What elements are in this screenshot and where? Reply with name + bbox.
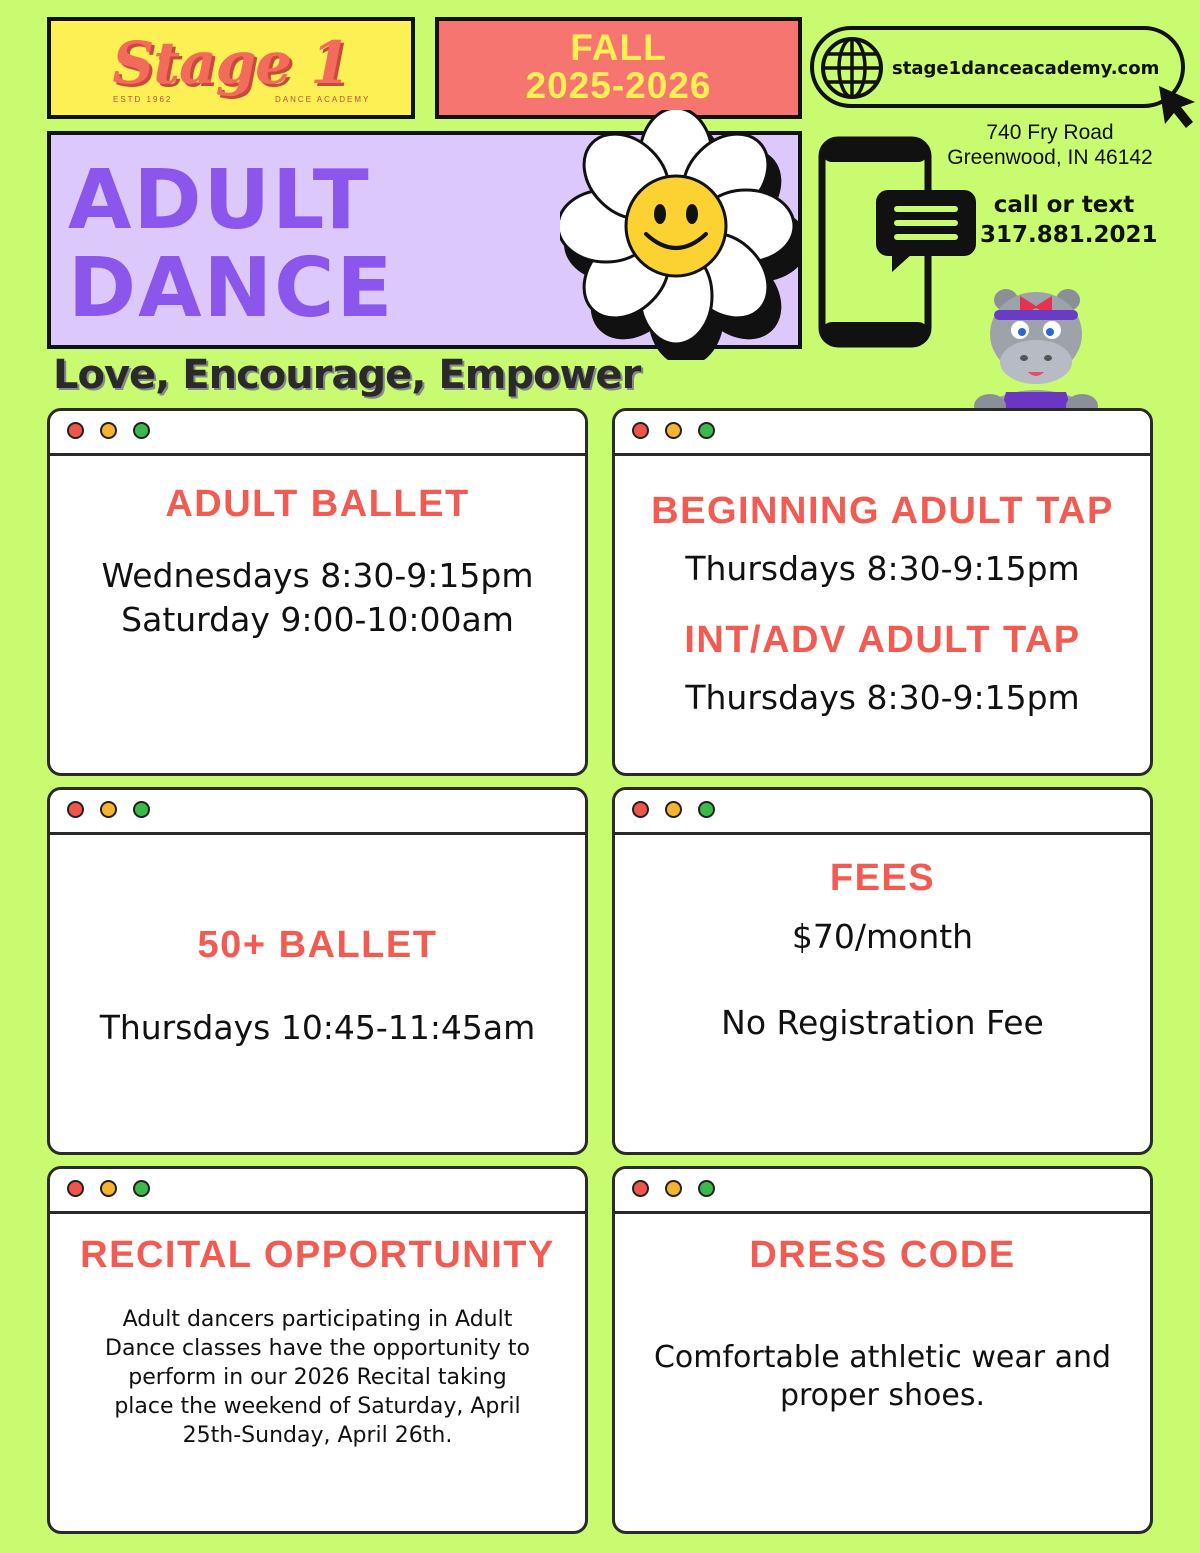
minimize-dot-icon [100,801,117,818]
schedule-line: Thursdays 8:30-9:15pm [685,549,1080,588]
maximize-dot-icon [698,422,715,439]
card-dress-code [612,1166,1153,1534]
call-info [980,190,1158,250]
card-heading: INT/ADV ADULT TAP [684,619,1081,661]
minimize-dot-icon [100,1180,117,1197]
card-recital [47,1166,588,1534]
website-url: stage1danceacademy.com [892,58,1160,79]
close-dot-icon [632,801,649,818]
recital-text-line: 25th-Sunday, April 26th. [182,1423,453,1448]
window-bar [615,790,1150,835]
recital-text-line: Adult dancers participating in Adult [122,1307,513,1332]
window-bar [615,411,1150,456]
schedule-line: Thursdays 10:45-11:45am [99,1008,536,1047]
close-dot-icon [67,1180,84,1197]
card-fees [612,787,1153,1155]
title-line-1: ADULT [68,153,371,248]
address [930,120,1170,170]
fee-amount: $70/month [791,917,974,956]
close-dot-icon [632,1180,649,1197]
logo-established: ESTD 1962 [113,95,173,104]
dress-code-line: Comfortable athletic wear and [653,1340,1112,1375]
recital-text-line: place the weekend of Saturday, April [114,1394,521,1419]
minimize-dot-icon [100,422,117,439]
window-bar [50,790,585,835]
card-heading: DRESS CODE [749,1234,1016,1276]
schedule-line: Wednesdays 8:30-9:15pm [101,556,534,595]
logo-box [47,17,415,119]
minimize-dot-icon [665,422,682,439]
card-heading: 50+ BALLET [197,924,438,966]
card-adult-ballet [47,408,588,776]
fee-note: No Registration Fee [721,1003,1044,1042]
website-link[interactable] [810,26,1185,108]
globe-icon [820,36,884,100]
card-heading: ADULT BALLET [165,483,470,525]
maximize-dot-icon [133,1180,150,1197]
maximize-dot-icon [698,1180,715,1197]
maximize-dot-icon [133,801,150,818]
call-label: call or text [993,192,1135,218]
card-heading: RECITAL OPPORTUNITY [80,1234,555,1276]
minimize-dot-icon [665,1180,682,1197]
tagline: Love, Encourage, Empower [53,352,641,398]
window-bar [615,1169,1150,1214]
close-dot-icon [67,801,84,818]
window-bar [50,411,585,456]
card-heading: BEGINNING ADULT TAP [651,490,1114,532]
season-line-2: 2025-2026 [525,65,712,106]
season-line-1: FALL [570,27,667,68]
schedule-line: Saturday 9:00-10:00am [121,600,514,639]
address-line-1: 740 Fry Road [986,121,1114,144]
title-line-2: DANCE [68,241,395,336]
close-dot-icon [632,422,649,439]
brand-logo-text: Stage 1 [112,29,350,97]
card-adult-tap [612,408,1153,776]
recital-text-line: perform in our 2026 Recital taking [128,1365,507,1390]
card-heading: FEES [829,857,936,899]
phone-number[interactable]: 317.881.2021 [980,222,1158,248]
minimize-dot-icon [665,801,682,818]
season-box [435,17,802,119]
window-bar [50,1169,585,1214]
smiley-flower-icon [560,110,800,360]
close-dot-icon [67,422,84,439]
maximize-dot-icon [133,422,150,439]
address-line-2: Greenwood, IN 46142 [947,146,1153,169]
dress-code-line: proper shoes. [779,1378,986,1413]
recital-text-line: Dance classes have the opportunity to [105,1336,530,1361]
logo-tagline: DANCE ACADEMY [275,95,371,104]
maximize-dot-icon [698,801,715,818]
schedule-line: Thursdays 8:30-9:15pm [685,678,1080,717]
card-50-ballet [47,787,588,1155]
